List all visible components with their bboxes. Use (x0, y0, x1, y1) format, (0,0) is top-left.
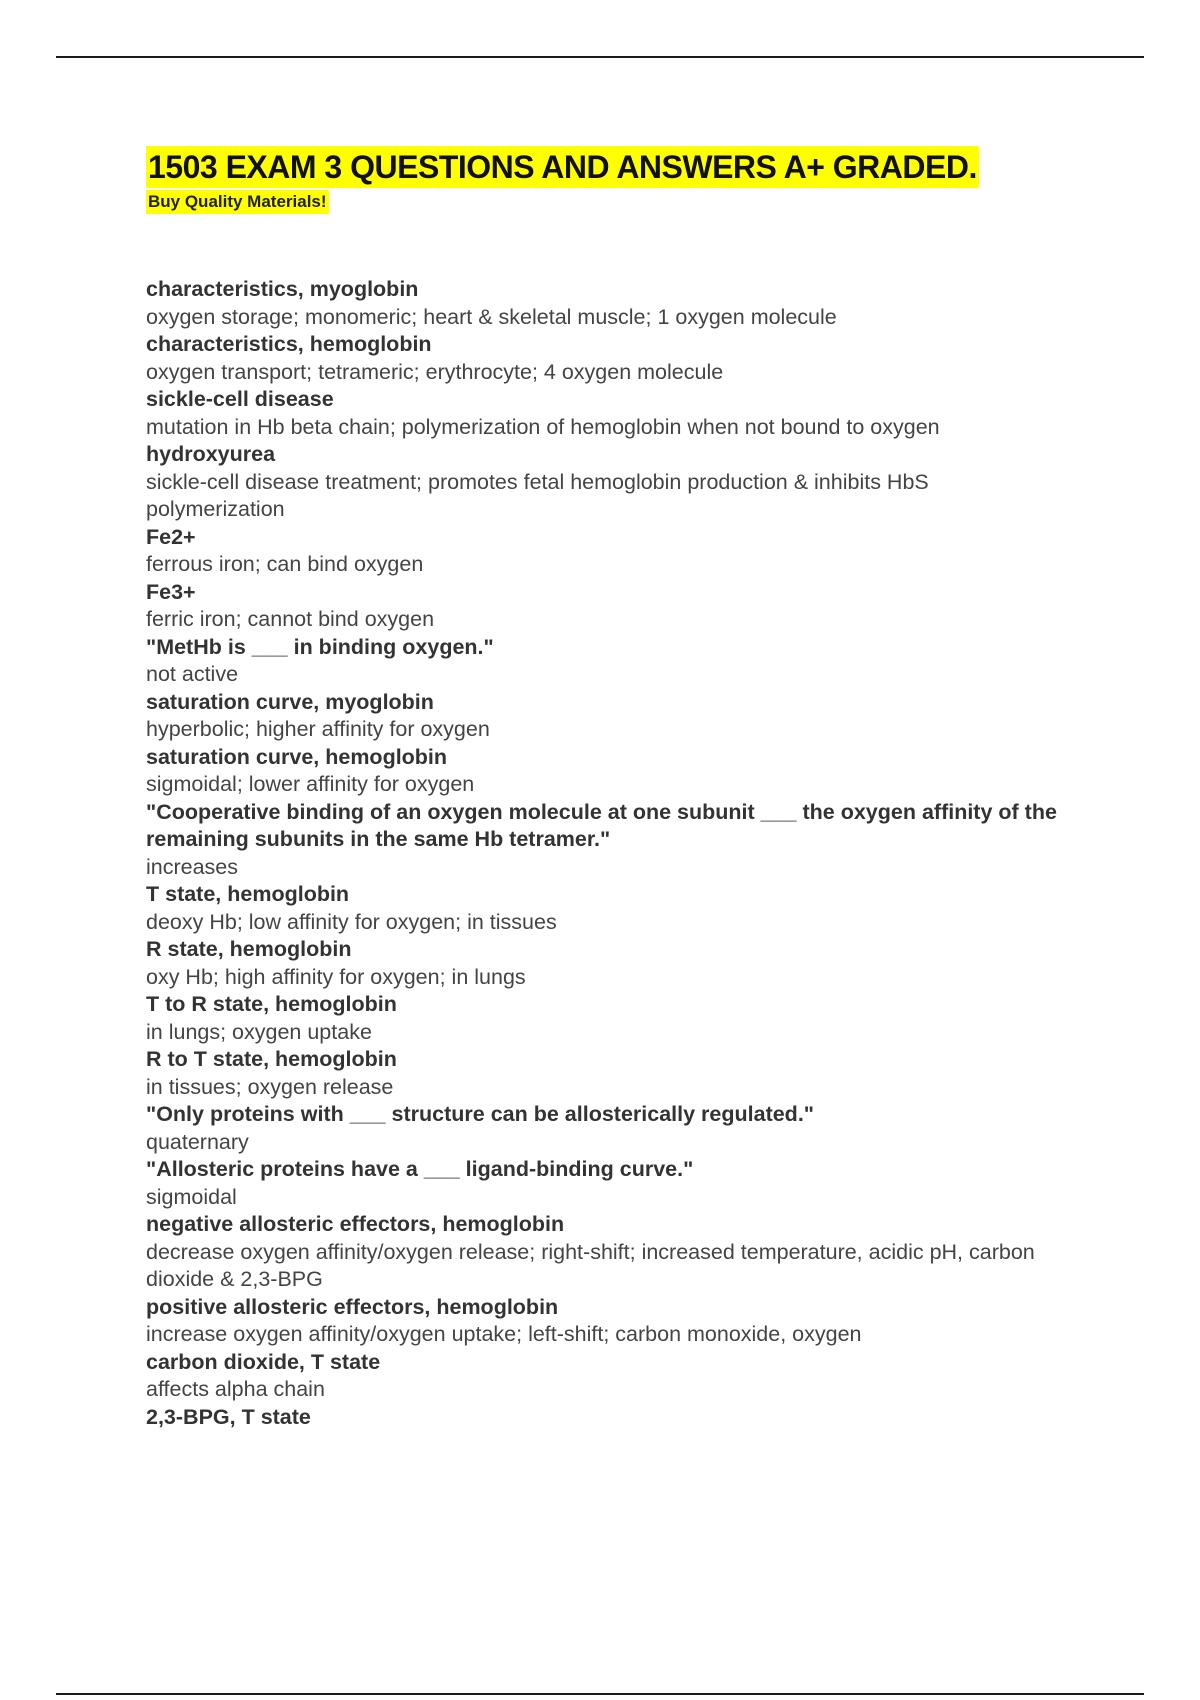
qa-term: 2,3-BPG, T state (146, 1404, 311, 1429)
qa-term: saturation curve, myoglobin (146, 689, 434, 714)
qa-term: saturation curve, hemoglobin (146, 744, 448, 769)
document-subtitle: Buy Quality Materials! (146, 190, 329, 214)
qa-term: hydroxyurea (146, 442, 276, 466)
qa-term: negative allosteric effectors, hemoglobin (146, 1212, 565, 1236)
qa-item (146, 1101, 1066, 1156)
qa-definition: oxygen storage; monomeric; heart & skeletal muscle; 1 oxygen molecule (146, 304, 837, 329)
qa-item (146, 1404, 1066, 1432)
qa-definition: oxygen transport; tetrameric; erythrocyte; 4 oxygen molecule (146, 359, 724, 384)
qa-definition: in lungs; oxygen uptake (146, 1019, 372, 1044)
qa-definition: oxy Hb; high affinity for oxygen; in lungs (146, 964, 526, 989)
qa-term: characteristics, hemoglobin (146, 332, 432, 356)
qa-definition: ferric iron; cannot bind oxygen (146, 607, 435, 631)
document-title: 1503 EXAM 3 QUESTIONS AND ANSWERS A+ GRADED. (146, 146, 979, 188)
qa-definition: decrease oxygen affinity/oxygen release; right-shift; increased temperature, acidic pH, carbon dioxide & 2,3-BPG (146, 1239, 1035, 1291)
qa-term: R state, hemoglobin (146, 937, 352, 961)
qa-item (146, 386, 1066, 441)
header-rule (56, 56, 1144, 58)
qa-definition: sickle-cell disease treatment; promotes fetal hemoglobin production & inhibits HbS polymerization (146, 469, 929, 521)
qa-item (146, 524, 1066, 579)
qa-term: "MetHb is ___ in binding oxygen." (146, 634, 494, 659)
footer-rule (56, 1693, 1144, 1695)
qa-item (146, 936, 1066, 991)
qa-item (146, 276, 1066, 331)
qa-item (146, 991, 1066, 1046)
qa-definition: increases (146, 854, 239, 879)
qa-term: "Only proteins with ___ structure can be allosterically regulated." (146, 1102, 814, 1126)
qa-term: characteristics, myoglobin (146, 277, 419, 301)
qa-item (146, 799, 1066, 882)
qa-term: "Cooperative binding of an oxygen molecule at one subunit ___ the oxygen affinity of the remaining subunits in the same Hb tetramer." (146, 799, 1057, 851)
qa-item (146, 1294, 1066, 1349)
qa-term: "Allosteric proteins have a ___ ligand-binding curve." (146, 1157, 694, 1181)
qa-term: R to T state, hemoglobin (146, 1047, 397, 1071)
document-content (146, 146, 1066, 1431)
qa-item (146, 1156, 1066, 1211)
qa-item (146, 441, 1066, 524)
qa-definition: in tissues; oxygen release (146, 1074, 394, 1099)
qa-item (146, 1046, 1066, 1101)
qa-definition: deoxy Hb; low affinity for oxygen; in tissues (146, 909, 557, 934)
qa-definition: quaternary (146, 1129, 249, 1154)
qa-item (146, 1349, 1066, 1404)
qa-item (146, 689, 1066, 744)
qa-item (146, 744, 1066, 799)
qa-item (146, 881, 1066, 936)
qa-item (146, 331, 1066, 386)
qa-definition: affects alpha chain (146, 1377, 325, 1401)
qa-term: Fe3+ (146, 579, 196, 604)
qa-term: T state, hemoglobin (146, 882, 350, 906)
qa-item (146, 579, 1066, 634)
qa-list (146, 276, 1066, 1431)
qa-term: T to R state, hemoglobin (146, 992, 397, 1016)
qa-term: positive allosteric effectors, hemoglobin (146, 1294, 559, 1319)
qa-item (146, 634, 1066, 689)
qa-definition: hyperbolic; higher affinity for oxygen (146, 717, 490, 741)
qa-term: Fe2+ (146, 524, 196, 549)
qa-term: sickle-cell disease (146, 387, 334, 411)
qa-item (146, 1211, 1066, 1294)
qa-definition: not active (146, 662, 239, 686)
qa-definition: sigmoidal (146, 1184, 237, 1209)
qa-definition: ferrous iron; can bind oxygen (146, 552, 424, 576)
qa-term: carbon dioxide, T state (146, 1349, 381, 1374)
qa-definition: mutation in Hb beta chain; polymerization of hemoglobin when not bound to oxygen (146, 414, 940, 439)
qa-definition: sigmoidal; lower affinity for oxygen (146, 772, 475, 796)
qa-definition: increase oxygen affinity/oxygen uptake; left-shift; carbon monoxide, oxygen (146, 1322, 862, 1346)
title-block (146, 146, 1066, 276)
